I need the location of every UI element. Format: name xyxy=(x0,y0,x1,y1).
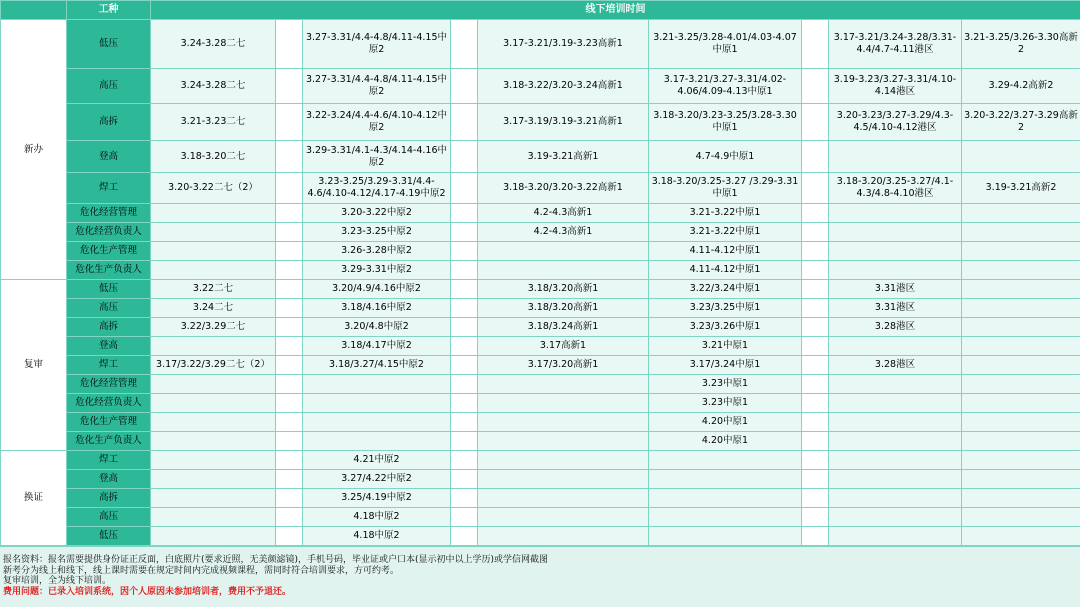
table-row xyxy=(1,318,1080,337)
schedule-cell: 3.17-3.19/3.19-3.21高新1 xyxy=(478,104,649,141)
job-type: 高拆 xyxy=(67,318,151,337)
schedule-cell xyxy=(478,508,649,527)
table-row xyxy=(1,394,1080,413)
schedule-cell xyxy=(478,413,649,432)
schedule-cell xyxy=(962,299,1080,318)
table-row xyxy=(1,280,1080,299)
table-row xyxy=(1,204,1080,223)
schedule-cell: 3.17/3.22/3.29二七（2） xyxy=(151,356,276,375)
spacer-cell xyxy=(276,337,303,356)
schedule-cell xyxy=(649,508,802,527)
schedule-cell xyxy=(649,527,802,546)
spacer-cell xyxy=(276,280,303,299)
spacer-cell xyxy=(451,20,478,69)
spacer-cell xyxy=(802,432,829,451)
table-row xyxy=(1,20,1080,69)
note-line: 复审培训，全为线下培训。 xyxy=(3,576,112,586)
schedule-cell xyxy=(962,470,1080,489)
schedule-cell: 4.11-4.12中原1 xyxy=(649,242,802,261)
schedule-cell xyxy=(829,242,962,261)
schedule-cell: 4.2-4.3高新1 xyxy=(478,204,649,223)
schedule-cell: 3.23/3.25中原1 xyxy=(649,299,802,318)
schedule-cell xyxy=(962,413,1080,432)
schedule-cell xyxy=(829,223,962,242)
spacer-cell xyxy=(276,299,303,318)
spacer-cell xyxy=(802,356,829,375)
schedule-cell xyxy=(829,337,962,356)
table-row xyxy=(1,356,1080,375)
spacer-cell xyxy=(451,204,478,223)
schedule-cell xyxy=(151,470,276,489)
spacer-cell xyxy=(451,299,478,318)
schedule-cell: 3.28港区 xyxy=(829,318,962,337)
schedule-cell xyxy=(962,508,1080,527)
schedule-cell: 3.18/4.16中原2 xyxy=(303,299,451,318)
schedule-cell: 4.18中原2 xyxy=(303,508,451,527)
schedule-cell xyxy=(962,489,1080,508)
schedule-cell xyxy=(829,204,962,223)
schedule-cell: 3.18/3.20高新1 xyxy=(478,299,649,318)
schedule-cell: 3.23-3.25/3.29-3.31/4.4-4.6/4.10-4.12/4.17-4.19中原2 xyxy=(303,173,451,204)
job-type: 危化经营管理 xyxy=(67,375,151,394)
schedule-cell: 3.20/4.8中原2 xyxy=(303,318,451,337)
schedule-cell: 3.17/3.24中原1 xyxy=(649,356,802,375)
spacer-cell xyxy=(276,261,303,280)
job-type: 高压 xyxy=(67,69,151,104)
spacer-cell xyxy=(802,141,829,173)
spacer-cell xyxy=(802,204,829,223)
schedule-cell: 3.20-3.23/3.27-3.29/4.3-4.5/4.10-4.12港区 xyxy=(829,104,962,141)
group-label: 换证 xyxy=(1,451,67,546)
table-row xyxy=(1,223,1080,242)
spacer-cell xyxy=(451,104,478,141)
spacer-cell xyxy=(451,413,478,432)
spacer-cell xyxy=(451,394,478,413)
job-type: 登高 xyxy=(67,141,151,173)
schedule-cell xyxy=(649,470,802,489)
schedule-cell: 3.29-3.31中原2 xyxy=(303,261,451,280)
schedule-cell xyxy=(151,223,276,242)
spacer-cell xyxy=(802,299,829,318)
schedule-cell xyxy=(303,394,451,413)
spacer-cell xyxy=(802,69,829,104)
schedule-cell xyxy=(962,337,1080,356)
job-type: 高拆 xyxy=(67,104,151,141)
fee-warning: 费用问题：已录入培训系统，因个人原因未参加培训者，费用不予退还。 xyxy=(3,586,292,597)
job-type: 高拆 xyxy=(67,489,151,508)
spacer-cell xyxy=(276,375,303,394)
spacer-cell xyxy=(451,69,478,104)
schedule-cell: 3.23中原1 xyxy=(649,375,802,394)
schedule-cell: 3.22二七 xyxy=(151,280,276,299)
schedule-cell: 3.26-3.28中原2 xyxy=(303,242,451,261)
schedule-cell xyxy=(151,242,276,261)
spacer-cell xyxy=(276,394,303,413)
job-type: 危化经营负责人 xyxy=(67,223,151,242)
schedule-cell: 3.27/4.22中原2 xyxy=(303,470,451,489)
schedule-cell xyxy=(962,527,1080,546)
spacer-cell xyxy=(802,508,829,527)
spacer-cell xyxy=(276,141,303,173)
spacer-cell xyxy=(802,394,829,413)
schedule-cell: 3.19-3.21高新2 xyxy=(962,173,1080,204)
spacer-cell xyxy=(802,280,829,299)
schedule-cell: 3.18/3.27/4.15中原2 xyxy=(303,356,451,375)
schedule-cell xyxy=(962,432,1080,451)
spacer-cell xyxy=(802,20,829,69)
schedule-cell: 3.23中原1 xyxy=(649,394,802,413)
schedule-cell: 3.18/3.20高新1 xyxy=(478,280,649,299)
spacer-cell xyxy=(276,413,303,432)
schedule-cell xyxy=(151,337,276,356)
job-type: 登高 xyxy=(67,470,151,489)
schedule-cell: 3.20-3.22/3.27-3.29高新2 xyxy=(962,104,1080,141)
schedule-cell: 4.20中原1 xyxy=(649,432,802,451)
schedule-cell: 3.23-3.25中原2 xyxy=(303,223,451,242)
schedule-cell xyxy=(649,489,802,508)
schedule-cell xyxy=(478,242,649,261)
schedule-cell: 3.19-3.23/3.27-3.31/4.10-4.14港区 xyxy=(829,69,962,104)
spacer-cell xyxy=(451,432,478,451)
table-row xyxy=(1,69,1080,104)
schedule-cell xyxy=(151,508,276,527)
schedule-cell: 3.18-3.20二七 xyxy=(151,141,276,173)
schedule-cell xyxy=(829,261,962,280)
table-row xyxy=(1,527,1080,546)
spacer-cell xyxy=(276,204,303,223)
spacer-cell xyxy=(802,242,829,261)
schedule-cell xyxy=(649,451,802,470)
schedule-cell: 3.21-3.22中原1 xyxy=(649,223,802,242)
schedule-cell: 3.20-3.22二七（2） xyxy=(151,173,276,204)
schedule-cell xyxy=(829,489,962,508)
schedule-cell xyxy=(151,261,276,280)
job-type: 危化生产负责人 xyxy=(67,261,151,280)
job-type: 低压 xyxy=(67,280,151,299)
spacer-cell xyxy=(276,451,303,470)
schedule-cell xyxy=(829,508,962,527)
schedule-cell: 3.18/3.24高新1 xyxy=(478,318,649,337)
spacer-cell xyxy=(276,489,303,508)
spacer-cell xyxy=(451,527,478,546)
schedule-cell: 3.20-3.22中原2 xyxy=(303,204,451,223)
schedule-cell xyxy=(962,451,1080,470)
schedule-cell: 4.21中原2 xyxy=(303,451,451,470)
table-row xyxy=(1,413,1080,432)
spacer-cell xyxy=(451,173,478,204)
schedule-cell xyxy=(829,527,962,546)
spacer-cell xyxy=(451,318,478,337)
schedule-cell: 3.22/3.29二七 xyxy=(151,318,276,337)
spacer-cell xyxy=(276,242,303,261)
schedule-cell xyxy=(151,204,276,223)
schedule-cell: 3.19-3.21高新1 xyxy=(478,141,649,173)
schedule-cell: 3.22-3.24/4.4-4.6/4.10-4.12中原2 xyxy=(303,104,451,141)
schedule-cell xyxy=(962,356,1080,375)
header-blank xyxy=(1,1,67,20)
schedule-cell: 3.21-3.25/3.28-4.01/4.03-4.07 中原1 xyxy=(649,20,802,69)
spacer-cell xyxy=(802,413,829,432)
job-type: 焊工 xyxy=(67,451,151,470)
schedule-cell xyxy=(478,451,649,470)
spacer-cell xyxy=(451,280,478,299)
schedule-cell: 3.18-3.20/3.25-3.27 /3.29-3.31中原1 xyxy=(649,173,802,204)
spacer-cell xyxy=(802,451,829,470)
schedule-cell: 3.24-3.28二七 xyxy=(151,20,276,69)
job-type: 危化生产负责人 xyxy=(67,432,151,451)
job-type: 低压 xyxy=(67,527,151,546)
header-type: 工种 xyxy=(67,1,151,20)
table-row xyxy=(1,141,1080,173)
job-type: 危化生产管理 xyxy=(67,242,151,261)
schedule-cell xyxy=(151,527,276,546)
schedule-cell: 3.17-3.21/3.19-3.23高新1 xyxy=(478,20,649,69)
schedule-cell xyxy=(962,280,1080,299)
schedule-cell: 3.20/4.9/4.16中原2 xyxy=(303,280,451,299)
schedule-cell: 4.2-4.3高新1 xyxy=(478,223,649,242)
schedule-cell xyxy=(829,432,962,451)
schedule-cell xyxy=(478,432,649,451)
schedule-cell xyxy=(962,318,1080,337)
schedule-cell xyxy=(962,204,1080,223)
spacer-cell xyxy=(802,104,829,141)
schedule-cell: 3.18/4.17中原2 xyxy=(303,337,451,356)
schedule-cell: 3.18-3.20/3.23-3.25/3.28-3.30中原1 xyxy=(649,104,802,141)
schedule-cell: 3.24-3.28二七 xyxy=(151,69,276,104)
spacer-cell xyxy=(276,508,303,527)
table-row xyxy=(1,375,1080,394)
job-type: 焊工 xyxy=(67,173,151,204)
schedule-cell xyxy=(962,141,1080,173)
schedule-cell: 4.20中原1 xyxy=(649,413,802,432)
spacer-cell xyxy=(276,173,303,204)
spacer-cell xyxy=(451,451,478,470)
schedule-cell: 4.7-4.9中原1 xyxy=(649,141,802,173)
schedule-cell xyxy=(151,375,276,394)
spacer-cell xyxy=(451,261,478,280)
schedule-cell: 3.21-3.23二七 xyxy=(151,104,276,141)
schedule-cell xyxy=(151,394,276,413)
spacer-cell xyxy=(451,356,478,375)
schedule-cell xyxy=(829,394,962,413)
schedule-cell: 3.29-3.31/4.1-4.3/4.14-4.16中原2 xyxy=(303,141,451,173)
schedule-cell: 3.17-3.21/3.24-3.28/3.31-4.4/4.7-4.11港区 xyxy=(829,20,962,69)
group-label: 新办 xyxy=(1,20,67,280)
schedule-cell: 3.27-3.31/4.4-4.8/4.11-4.15中原2 xyxy=(303,20,451,69)
schedule-cell xyxy=(829,413,962,432)
spacer-cell xyxy=(276,20,303,69)
schedule-cell xyxy=(303,432,451,451)
spacer-cell xyxy=(802,489,829,508)
table-row xyxy=(1,508,1080,527)
schedule-cell xyxy=(478,261,649,280)
job-type: 高压 xyxy=(67,299,151,318)
notes-footer xyxy=(0,546,1080,607)
schedule-cell xyxy=(962,223,1080,242)
job-type: 低压 xyxy=(67,20,151,69)
schedule-cell: 3.17高新1 xyxy=(478,337,649,356)
note-line: 新考分为线上和线下，线上课时需要在规定时间内完成视频课程，需同时符合培训要求，方可约考。 xyxy=(3,565,400,576)
spacer-cell xyxy=(276,223,303,242)
spacer-cell xyxy=(276,432,303,451)
schedule-cell xyxy=(478,470,649,489)
schedule-cell xyxy=(478,527,649,546)
schedule-cell xyxy=(478,489,649,508)
schedule-cell xyxy=(478,375,649,394)
spacer-cell xyxy=(802,223,829,242)
spacer-cell xyxy=(276,69,303,104)
schedule-cell xyxy=(151,432,276,451)
table-row xyxy=(1,337,1080,356)
schedule-cell: 3.18-3.20/3.25-3.27/4.1-4.3/4.8-4.10港区 xyxy=(829,173,962,204)
schedule-cell xyxy=(478,394,649,413)
schedule-cell: 3.21-3.22中原1 xyxy=(649,204,802,223)
table-row xyxy=(1,261,1080,280)
spacer-cell xyxy=(451,470,478,489)
job-type: 危化经营负责人 xyxy=(67,394,151,413)
spacer-cell xyxy=(451,508,478,527)
header-row xyxy=(1,1,1080,20)
schedule-cell xyxy=(962,375,1080,394)
spacer-cell xyxy=(802,375,829,394)
schedule-cell xyxy=(962,242,1080,261)
schedule-cell: 3.18-3.20/3.20-3.22高新1 xyxy=(478,173,649,204)
spacer-cell xyxy=(802,173,829,204)
schedule-cell: 3.21中原1 xyxy=(649,337,802,356)
job-type: 高压 xyxy=(67,508,151,527)
spacer-cell xyxy=(802,527,829,546)
table-row xyxy=(1,299,1080,318)
note-line: 报名资料：报名需要提供身份证正反面，白底照片(要求近照，无美颜滤镜)，手机号码，毕业证或户口本(显示初中以上学历)或学信网截图 xyxy=(3,555,549,565)
table-row xyxy=(1,242,1080,261)
schedule-cell: 3.23/3.26中原1 xyxy=(649,318,802,337)
schedule-cell xyxy=(303,375,451,394)
schedule-cell xyxy=(829,141,962,173)
spacer-cell xyxy=(451,223,478,242)
schedule-cell xyxy=(151,489,276,508)
job-type: 危化经营管理 xyxy=(67,204,151,223)
table-row xyxy=(1,104,1080,141)
schedule-cell: 3.22/3.24中原1 xyxy=(649,280,802,299)
spacer-cell xyxy=(802,337,829,356)
schedule-cell: 3.24二七 xyxy=(151,299,276,318)
schedule-cell xyxy=(829,451,962,470)
schedule-cell: 3.31港区 xyxy=(829,280,962,299)
schedule-cell: 3.31港区 xyxy=(829,299,962,318)
spacer-cell xyxy=(451,242,478,261)
spacer-cell xyxy=(276,318,303,337)
schedule-cell xyxy=(829,375,962,394)
spacer-cell xyxy=(276,527,303,546)
table-row xyxy=(1,432,1080,451)
table-row xyxy=(1,173,1080,204)
schedule-cell: 3.27-3.31/4.4-4.8/4.11-4.15中原2 xyxy=(303,69,451,104)
spacer-cell xyxy=(276,104,303,141)
schedule-cell: 4.18中原2 xyxy=(303,527,451,546)
job-type: 登高 xyxy=(67,337,151,356)
spacer-cell xyxy=(451,337,478,356)
spacer-cell xyxy=(451,141,478,173)
schedule-cell xyxy=(151,451,276,470)
group-label: 复审 xyxy=(1,280,67,451)
schedule-cell: 3.17/3.20高新1 xyxy=(478,356,649,375)
job-type: 危化生产管理 xyxy=(67,413,151,432)
schedule-cell: 4.11-4.12中原1 xyxy=(649,261,802,280)
spacer-cell xyxy=(451,375,478,394)
schedule-cell: 3.28港区 xyxy=(829,356,962,375)
schedule-cell xyxy=(829,470,962,489)
spacer-cell xyxy=(802,470,829,489)
spacer-cell xyxy=(802,318,829,337)
table-row xyxy=(1,451,1080,470)
schedule-cell xyxy=(151,413,276,432)
schedule-cell: 3.18-3.22/3.20-3.24高新1 xyxy=(478,69,649,104)
table-row xyxy=(1,489,1080,508)
job-type: 焊工 xyxy=(67,356,151,375)
spacer-cell xyxy=(276,356,303,375)
schedule-cell xyxy=(303,413,451,432)
schedule-cell: 3.29-4.2高新2 xyxy=(962,69,1080,104)
schedule-cell: 3.21-3.25/3.26-3.30高新2 xyxy=(962,20,1080,69)
schedule-cell xyxy=(962,261,1080,280)
schedule-cell xyxy=(962,394,1080,413)
spacer-cell xyxy=(451,489,478,508)
table-row xyxy=(1,470,1080,489)
schedule-cell: 3.17-3.21/3.27-3.31/4.02-4.06/4.09-4.13中原1 xyxy=(649,69,802,104)
header-time: 线下培训时间 xyxy=(151,1,1080,20)
spacer-cell xyxy=(276,470,303,489)
schedule-cell: 3.25/4.19中原2 xyxy=(303,489,451,508)
spacer-cell xyxy=(802,261,829,280)
